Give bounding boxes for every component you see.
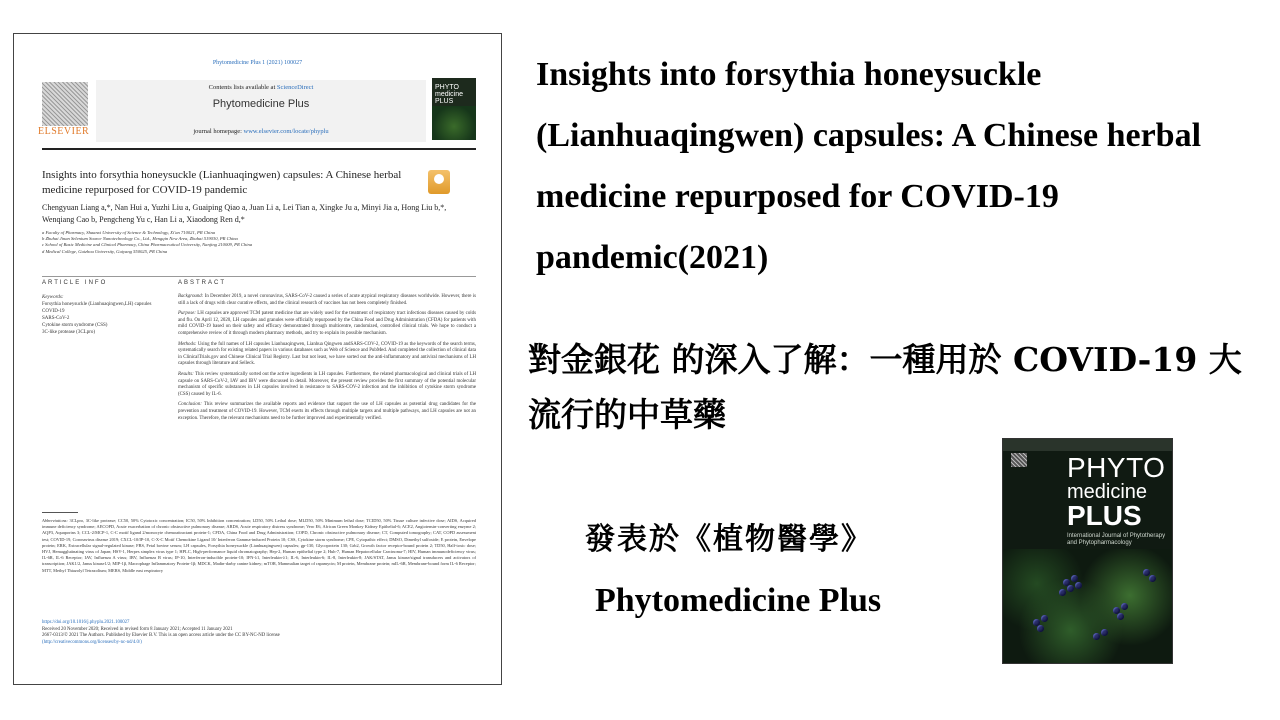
keyword: 3C-like protease (3CLpro) <box>42 330 96 335</box>
abstract-paragraph: Results: This review systematically sorted out the active ingredients in LH capsules. Furthermore, the related pharmacological and clinical trials of LH capsule on SARS-CoV-2, IAV and IBV were discussed in detail. Moreover, the present review provides the first summary of the potential molecular mechanism of specific substances in LH capsules involved in resistance to SARS-COV-2 infection and the inhibition of cytokine storm syndrome (CSS) caused by IL-6. <box>178 371 476 397</box>
abstract-paragraph: Background: In December 2019, a novel coronavirus, SARS-CoV-2 caused a series of acute atypical respiratory diseases worldwide. However, there is still a lack of drugs with clear curative effects, and the clinical research of vaccines has not been completely finished. <box>178 294 476 306</box>
affiliation: b Zhuhai Jinan Selenium Source Nanotechnology Co., Ltd., Hengqin New Area, Zhuhai 519030, PR China <box>42 236 238 242</box>
abstract-heading: ABSTRACT <box>178 280 227 286</box>
cover-phyto-text: PHYTO <box>1067 452 1166 483</box>
elsevier-tree-logo <box>42 82 88 126</box>
abstract-paragraph: Methods: Using the full names of LH capsules Lianhuaqingwen, Lianhua Qingwen andSARS-COV-2, COVID-19 as the keywords of the search terms, systematically search for existing related papers in various databases such as Web of Science and PubMed. And completed the collection of clinical data in ClinicalTrials.gov and Chinese Clinical Trial Registry. Last but not least, we have sorted out the anti-inflammatory and antiviral mechanisms of LH capsules through literature and Selleck. <box>178 341 476 367</box>
keyword: Forsythia honeysuckle (Lianhuaqingwen,LH) capsules <box>42 302 152 307</box>
paper-title: Insights into forsythia honeysuckle (Lianhuaqingwen) capsules: A Chinese herbal medicine repurposed for COVID-19 pandemic <box>42 169 402 196</box>
article-info-heading: ARTICLE INFO <box>42 280 108 286</box>
journal-citation-line: Phytomedicine Plus 1 (2021) 100027 <box>212 60 303 66</box>
header-rule <box>42 148 476 150</box>
keyword: SARS-CoV-2 <box>42 316 70 321</box>
abstract-paragraph: Purpose: LH capsules are approved TCM patent medicine that are widely used for the treatment of respiratory tract infectious diseases caused by colds and flu. On April 12, 2020, LH capsules and granules were officially repurposed by the China Food and Drug Administration (CFDA) for patients with mild COVID-19 based on their safety and efficacy demonstrated through multicentre, randomized, controlled clinical trials. We hope to conduct a comprehensive review of it through modern pharmacy methods, and try to explain its possible mechanism. <box>178 311 476 336</box>
slide-title-english: Insights into forsythia honeysuckle (Lianhuaqingwen) capsules: A Chinese herbal medicine repurposed for COVID-19 pandemic(2021) <box>536 56 1202 276</box>
doi-link[interactable]: https://doi.org/10.1016/j.phyplu.2021.100027 <box>42 620 130 625</box>
thumbnail-cover-text: PHYTO medicine PLUS <box>435 84 464 105</box>
footnote-rule <box>42 512 78 513</box>
slide-title-chinese: 對金銀花 的深入了解：一種用於 COVID-19 大流行的中草藥 <box>528 340 1242 434</box>
sciencedirect-link[interactable]: ScienceDirect <box>276 84 314 91</box>
cover-plant-photo <box>1003 549 1172 664</box>
abstract-paragraph: Conclusion: This review summarizes the available reports and evidence that support the use of LH capsules as potential drug candidates for the prevention and treatment of COVID-19. However, TCM exerts its effects through multiple targets and multiple pathways, and LH capsules are not an exception. Therefore, the relevant mechanisms need to be further improved and experimentally verified. <box>178 402 476 421</box>
paper-footer <box>42 620 476 646</box>
paper-authors: Chengyuan Liang a,*, Nan Hui a, Yuzhi Liu a, Guaiping Qiao a, Juan Li a, Lei Tian a, Xingke Ju a, Minyi Jia a, Hong Liu b,*, Wenqiang Cao b, Pengcheng Yu c, Han Li a, Xiaodong Ren d,* <box>42 203 447 224</box>
keyword: COVID-19 <box>42 309 65 314</box>
journal-name: Phytomedicine Plus <box>595 582 882 619</box>
copyright-line: 2667-0313/© 2021 The Authors. Published by Elsevier B.V. This is an open access article under the CC BY-NC-ND license <box>42 633 280 639</box>
cover-subtitle: International Journal of Phytotherapy and Phytopharmacology <box>1067 533 1166 546</box>
abbreviations-block <box>42 518 476 574</box>
abbreviations-label: Abbreviations: <box>42 518 68 523</box>
affiliation: c School of Basic Medicine and Clinical Pharmacy, China Pharmaceutical University, Nanjing 210009, PR China <box>42 242 253 248</box>
homepage-link[interactable]: www.elsevier.com/locate/phyplu <box>243 128 329 135</box>
cover-medicine-text: medicine <box>1067 481 1148 503</box>
cover-top-band <box>1003 439 1172 451</box>
paper-affiliations <box>42 230 342 255</box>
header-journal-name: Phytomedicine Plus <box>212 98 310 110</box>
section-rule <box>42 276 476 277</box>
check-for-updates-icon[interactable] <box>428 170 450 194</box>
keywords-label: Keywords: <box>42 295 64 300</box>
journal-cover-image <box>1002 438 1173 664</box>
affiliation: a Faculty of Pharmacy, Shaanxi University of Science & Technology, Xi'an 710021, PR China <box>42 230 216 235</box>
homepage-line: journal homepage: www.elsevier.com/locate/phyplu <box>193 128 329 135</box>
keywords-block <box>42 294 160 336</box>
journal-cover-thumbnail <box>432 78 476 140</box>
affiliation: d Medical College, Guizhou University, Guiyang 550025, PR China <box>42 248 168 254</box>
cover-plus-text: PLUS <box>1067 500 1142 531</box>
paper-first-page <box>13 33 502 685</box>
keyword: Cytokine storm syndrome (CSS) <box>42 323 108 328</box>
elsevier-logo-text: ELSEVIER <box>38 126 90 137</box>
received-dates: Received 20 November 2020; Received in revised form 8 January 2021; Accepted 11 January 2021 <box>42 626 233 632</box>
elsevier-logo-icon <box>1011 453 1027 467</box>
abbreviations-text: 3CLpro, 3C-like protease; CC50, 50% Cytotoxic concentration; IC50, 50% Inhibition concentration; LD50, 50% Lethal dose; MLD50, 50% Minimum lethal dose; TCID50, 50% Tissue culture infective dose; AIDS, Acquired immune deficiency syndrome; AECOPD, Acute exacerbation of chronic obstructive pulmonary disease; ARDS, Acute respiratory distress syndrome; Vero E6, African Green Monkey Kidney Epithelial-6; ACE2, Angiotensin-converting enzyme 2; AQP3, Aquaporins 3; CCL-2/MCP-1, C-C motif ligand 2/monocyte chemoattractant protein-1; CFDA, China Food and Drug Administration; COPD, Chronic obstructive pulmonary disease; CT, Computed tomography; CAT, COPD assessment test; COVID-19, Coronavirus disease 2019; CXCL-10/IP-10, C-X-C Motif Chemokine Ligand 10/ Interferon Gamma-induced Protein 10; CSS, Cytokine storm syndrome; CPE, Cytopathic effect; DMSO, Dimethyl sulfoxide; E protein, Envelope protein; ERK, Extracellular signal-regulated kinase; FBS, Fetal bovine serum; LH capsules, Forsythia honeysuckle (Lianhuaqingwen) capsules; gp-130, Glycoprotein 130; Grb2, Growth factor receptor-bound protein 2; TD50, Half-toxic dose; HVJ, Hemagglutinating virus of Japan; HSV-1, Herpes simplex virus type 1; HPLC, High-performance liquid chromatography; Hep-2, Human epithelial type 2; Huh-7, Human Hepatocellular Carcinoma-7; HIV, Human immunodeficiency virus; IL-6R, IL-6 Receptor; IAV, Influenza A virus; IBV, Influenza B virus; IP-10, Interferon-inducible protein-10; IFN-λ1, Interleukin-λ1; IL-6, Interleukin-6; IL-8, Interleukin-8; JAK/STAT, Janus kinase/signal transducers and activators of transcription; JAK1/2, Janus kinase1/2; MIP-1β, Macrophage Inflammatory Protein-1β; MDCK, Madin-darby canine kidney; mTOR, Mammalian target of rapamycin; M protein, Membrane protein; mIL-6R, Membrane-bound form IL-6 Receptor; MTT, Methyl Thiazolyl Tetrazolium; MERS, Middle east respiratory <box>42 518 476 573</box>
published-in-label: 發表於《植物醫學》 <box>585 522 873 557</box>
contents-line: Contents lists available at ScienceDirect <box>208 84 314 91</box>
abstract-body <box>178 294 476 426</box>
license-link[interactable]: (http://creativecommons.org/licenses/by-nc-nd/4.0/) <box>42 639 142 645</box>
